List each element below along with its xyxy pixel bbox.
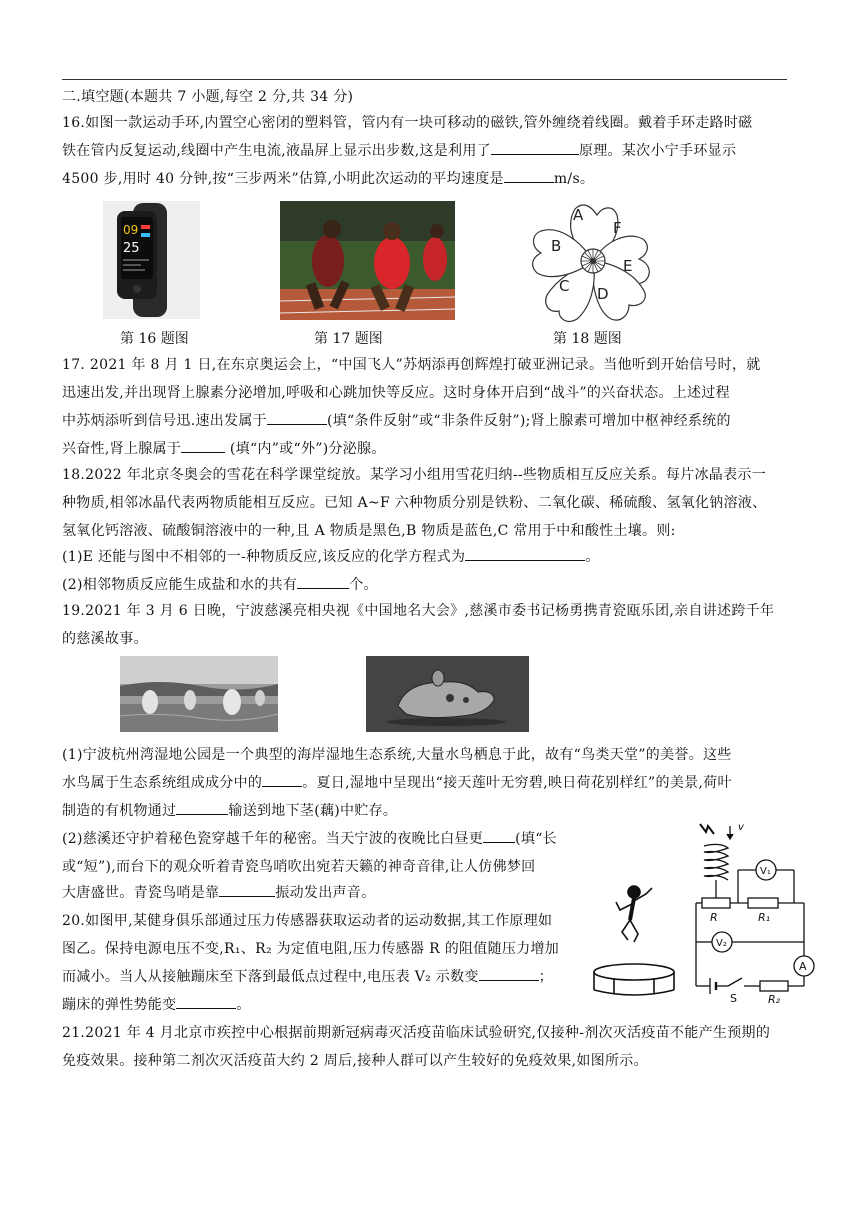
- q16-line-3: [62, 168, 792, 190]
- petal-label-d: D: [597, 285, 609, 303]
- q18-text: 。: [585, 549, 600, 565]
- q19-line-8: [62, 882, 792, 904]
- caption-16: 第 16 题图: [120, 331, 189, 347]
- q19-line-7: 或“短”),而台下的观众听着青瓷鸟哨吹出宛若天籁的神奇音律,让人仿佛梦回: [62, 859, 536, 875]
- q18-line-1: 18.2022 年北京冬奥会的雪花在科学课堂绽放。某学习小组用雪花归纳--些物质相互反应关系。每片冰晶表示一: [62, 467, 767, 483]
- q20-line-1: 20.如图甲,某健身俱乐部通过压力传感器获取运动者的运动数据,其工作原理如: [62, 913, 553, 929]
- petal-label-f: F: [613, 219, 622, 237]
- q17-text: 中苏炳添听到信号迅.速出发属于: [62, 413, 267, 429]
- q18-line-3: 氢氧化钙溶液、硫酸铜溶液中的一种,且 A 物质是黑色,B 物质是蓝色,C 常用于中和酸性土壤。则:: [62, 523, 676, 539]
- petal-label-e: E: [623, 257, 633, 275]
- q19-line-2: 的慈溪故事。: [62, 631, 148, 647]
- q20-text: ；: [538, 969, 553, 985]
- q19-line-6: [62, 828, 792, 850]
- q19-line-5: [62, 800, 792, 822]
- caption-17: 第 17 题图: [314, 331, 383, 347]
- q18-line-5: [62, 574, 792, 596]
- resistor-r2-label: R₂: [768, 993, 781, 1004]
- wetland-photo: [120, 656, 278, 732]
- q17-blank-1: [267, 410, 327, 425]
- trampoline-figure: [590, 880, 678, 1000]
- q20-text: 。: [236, 997, 251, 1013]
- petal-label-b: B: [551, 237, 562, 255]
- q19-line-4: [62, 772, 792, 794]
- q17-line-4: [62, 438, 792, 460]
- q20-line-3: [62, 966, 792, 988]
- q19-text: (2)慈溪还守护着秘色瓷穿越千年的秘密。当天宁波的夜晚比白昼更: [62, 831, 484, 847]
- q20-blank-1: [479, 966, 539, 981]
- q16-line-1: 16.如图一款运动手环,内置空心密闭的塑料管，管内有一块可移动的磁铁,管外缠绕着线圈。戴着手环走路时磁: [62, 115, 753, 131]
- ammeter-label: A: [799, 960, 807, 973]
- q19-blank-3: [483, 828, 515, 843]
- q19-text: 振动发出声音。: [275, 885, 376, 901]
- q20-text: 而减小。当人从接触蹦床至下落到最低点过程中,电压表 V₂ 示数变: [62, 969, 479, 985]
- velocity-label: v: [738, 822, 744, 833]
- resistor-r1-label: R₁: [758, 911, 771, 924]
- q19-text: 。夏日,湿地中呈现出“接天莲叶无穷碧,映日荷花别样红”的美景,荷叶: [302, 775, 732, 791]
- switch-s-label: S: [730, 992, 737, 1004]
- q17-line-2: 迅速出发,并出现肾上腺素分泌增加,呼吸和心跳加快等反应。这时身体开启到“战斗”的兴奋状态。上述过程: [62, 385, 730, 401]
- q16-blank-2: [504, 168, 554, 183]
- q16-text: m/s。: [553, 171, 595, 187]
- q18-blank-2: [297, 574, 349, 589]
- q20-text: 蹦床的弹性势能变: [62, 997, 177, 1013]
- q17-text: (填“条件反射”或“非条件反射”);肾上腺素可增加中枢神经系统的: [326, 413, 731, 429]
- sprinters-photo: [280, 201, 455, 320]
- q17-text: 兴奋性,肾上腺属于: [62, 441, 182, 457]
- section-title: 二.填空题(本题共 7 小题,每空 2 分,共 34 分): [62, 89, 354, 105]
- q16-text: 铁在管内反复运动,线圈中产生电流,液晶屏上显示出步数,这是利用了: [62, 143, 491, 159]
- circuit-diagram: [686, 822, 826, 1004]
- q19-blank-2: [176, 800, 228, 815]
- q17-blank-2: [181, 438, 225, 453]
- q16-line-2: [62, 140, 792, 162]
- q20-blank-2: [176, 994, 236, 1009]
- fitness-band-image: [103, 201, 200, 319]
- q19-line-1: 19.2021 年 3 月 6 日晚，宁波慈溪亮相央视《中国地名大会》,慈溪市委书记杨勇携青瓷瓯乐团,亲自讲述跨千年: [62, 603, 775, 619]
- q18-blank-1: [465, 546, 585, 561]
- q17-text: (填“内”或“外”)分泌腺。: [225, 441, 386, 457]
- q18-text: (2)相邻物质反应能生成盐和水的共有: [62, 577, 298, 593]
- q17-line-3: [62, 410, 792, 432]
- q20-line-2: 图乙。保持电源电压不变,R₁、R₂ 为定值电阻,压力传感器 R 的阻值随压力增加: [62, 941, 560, 957]
- q21-line-1: 21.2021 年 4 月北京市疾控中心根据前期新冠病毒灭活疫苗临床试验研究,仅接种-剂次灭活疫苗不能产生预期的: [62, 1025, 771, 1041]
- q19-text: 制造的有机物通过: [62, 803, 177, 819]
- top-rule: [62, 79, 787, 80]
- snowflake-diagram: [525, 201, 660, 327]
- q19-text: (填“长: [515, 831, 557, 847]
- ceramic-whistle-photo: [366, 656, 529, 732]
- q19-text: 水鸟属于生态系统组成成分中的: [62, 775, 263, 791]
- resistor-r-label: R: [710, 911, 718, 924]
- q19-text: 大唐盛世。青瓷鸟哨是靠: [62, 885, 220, 901]
- voltmeter-v1-label: V₁: [760, 866, 771, 877]
- q16-blank-1: [491, 140, 579, 155]
- band-time-hours: 09: [123, 223, 139, 237]
- petal-label-a: A: [573, 206, 584, 224]
- q18-line-2: 种物质,相邻冰晶代表两物质能相互反应。已知 A~F 六种物质分别是铁粉、二氧化碳、稀硫酸、氢氧化钠溶液、: [62, 495, 767, 511]
- q19-blank-4: [219, 882, 275, 897]
- q17-line-1: 17. 2021 年 8 月 1 日,在东京奥运会上，“中国飞人”苏炳添再创辉煌打破亚洲记录。当他听到开始信号时，就: [62, 357, 761, 373]
- petal-label-c: C: [559, 277, 570, 295]
- q19-text: 输送到地下茎(藕)中贮存。: [228, 803, 398, 819]
- q21-line-2: 免疫效果。接种第二剂次灭活疫苗大约 2 周后,接种人群可以产生较好的免疫效果,如图所示。: [62, 1053, 648, 1069]
- q19-blank-1: [262, 772, 302, 787]
- q19-line-3: (1)宁波杭州湾湿地公园是一个典型的海岸湿地生态系统,大量水鸟栖息于此，故有“鸟类天堂”的美誉。这些: [62, 747, 732, 763]
- q18-text: (1)E 还能与图中不相邻的一-种物质反应,该反应的化学方程式为: [62, 549, 466, 565]
- voltmeter-v2-label: V₂: [716, 938, 727, 949]
- q18-line-4: [62, 546, 792, 568]
- q16-text: 4500 步,用时 40 分钟,按“三步两米”估算,小明此次运动的平均速度是: [62, 171, 504, 187]
- q18-text: 个。: [349, 577, 378, 593]
- caption-18: 第 18 题图: [553, 331, 622, 347]
- q20-line-4: [62, 994, 792, 1016]
- band-time-minutes: 25: [123, 241, 140, 256]
- q16-text: 原理。某次小宁手环显示: [578, 143, 737, 159]
